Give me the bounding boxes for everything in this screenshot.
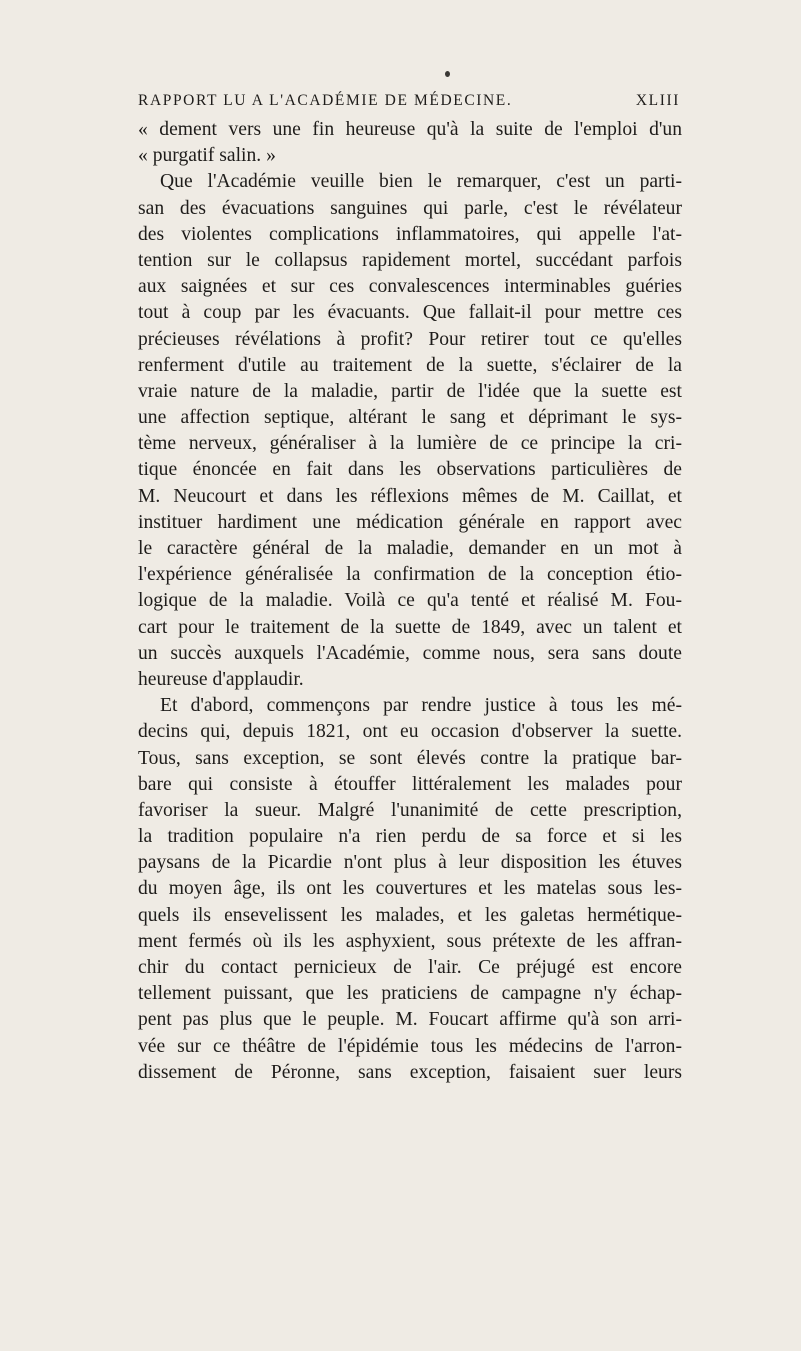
page-number: XLIII <box>635 92 680 109</box>
text-line: favoriser la sueur. Malgré l'unanimité de cette prescription, <box>138 799 682 821</box>
text-line: tème nerveux, généraliser à la lumière de ce principe la cri- <box>138 433 682 455</box>
text-line: le caractère général de la maladie, demander en un mot à <box>138 538 682 559</box>
text-line: l'expérience généralisée la confirmation de la conception étio- <box>138 564 682 586</box>
text-line: du moyen âge, ils ont les couvertures et les matelas sous les- <box>138 878 682 900</box>
ink-speck <box>445 71 450 77</box>
text-line: renferment d'utile au traitement de la suette, s'éclairer de la <box>138 354 682 376</box>
text-line: pent pas plus que le peuple. M. Foucart affirme qu'à son arri- <box>138 1009 682 1031</box>
text-line: Tous, sans exception, se sont élevés contre la pratique bar- <box>138 747 682 769</box>
text-line: instituer hardiment une médication générale en rapport avec <box>138 511 682 533</box>
text-line: decins qui, depuis 1821, ont eu occasion d'observer la suette. <box>138 721 682 743</box>
text-line: quels ils ensevelissent les malades, et les galetas hermétique- <box>138 904 682 926</box>
text-line: aux saignées et sur ces convalescences interminables guéries <box>138 276 682 298</box>
text-line: paysans de la Picardie n'ont plus à leur disposition les étuves <box>138 852 682 874</box>
text-line: précieuses révélations à profit? Pour retirer tout ce qu'elles <box>138 328 682 350</box>
text-line: bare qui consiste à étouffer littéralement les malades pour <box>138 773 682 795</box>
text-line: « dement vers une fin heureuse qu'à la suite de l'emploi d'un <box>138 119 682 140</box>
text-line: tellement puissant, que les praticiens de campagne n'y échap- <box>138 983 682 1005</box>
text-line: tique énoncée en fait dans les observations particulières de <box>138 459 682 481</box>
text-line: « purgatif salin. » <box>138 145 276 167</box>
page-header <box>138 92 680 114</box>
text-line: des violentes complications inflammatoires, qui appelle l'at- <box>138 223 682 245</box>
text-line: vraie nature de la maladie, partir de l'idée que la suette est <box>138 380 682 402</box>
text-line: un succès auxquels l'Académie, comme nous, sera sans doute <box>138 642 682 664</box>
text-line: dissement de Péronne, sans exception, faisaient suer leurs <box>138 1061 682 1083</box>
text-line: logique de la maladie. Voilà ce qu'a tenté et réalisé M. Fou- <box>138 590 682 612</box>
running-title: RAPPORT LU A L'ACADÉMIE DE MÉDECINE. <box>138 92 513 109</box>
text-line: Et d'abord, commençons par rendre justice à tous les mé- <box>160 695 682 717</box>
text-line: heureuse d'applaudir. <box>138 668 304 690</box>
body-text <box>138 117 682 1086</box>
text-line: ment fermés où ils les asphyxient, sous prétexte de les affran- <box>138 930 682 952</box>
text-line: san des évacuations sanguines qui parle, c'est le révélateur <box>138 197 682 219</box>
text-line: chir du contact pernicieux de l'air. Ce préjugé est encore <box>138 957 682 978</box>
text-line: tention sur le collapsus rapidement mortel, succédant parfois <box>138 249 682 271</box>
text-line: une affection septique, altérant le sang et déprimant le sys- <box>138 407 682 429</box>
text-line: Que l'Académie veuille bien le remarquer, c'est un parti- <box>160 171 682 193</box>
text-line: tout à coup par les évacuants. Que fallait-il pour mettre ces <box>138 302 682 324</box>
text-line: vée sur ce théâtre de l'épidémie tous les médecins de l'arron- <box>138 1035 682 1057</box>
text-line: M. Neucourt et dans les réflexions mêmes de M. Caillat, et <box>138 485 682 507</box>
text-line: cart pour le traitement de la suette de 1849, avec un talent et <box>138 616 682 638</box>
text-line: la tradition populaire n'a rien perdu de sa force et si les <box>138 826 682 848</box>
